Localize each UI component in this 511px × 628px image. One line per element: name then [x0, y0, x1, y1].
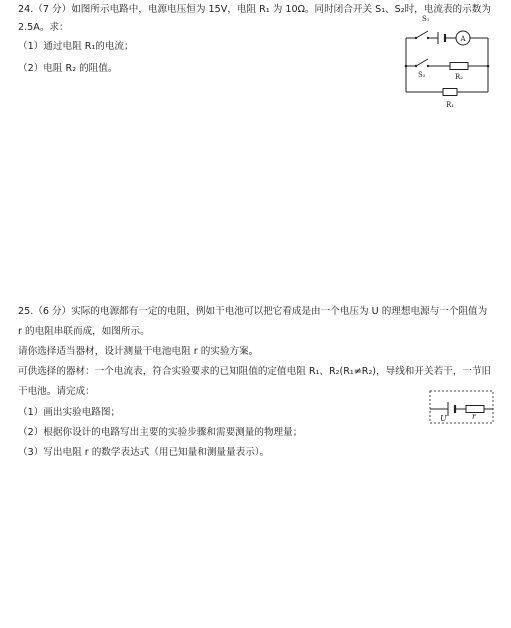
r-label: r	[472, 412, 476, 421]
u-label: U	[440, 414, 447, 423]
q25-text-line1: 25.（6 分）实际的电源都有一定的电阻，例如干电池可以把它看成是由一个电压为 U 的理想电源与一个阻值为	[18, 306, 488, 317]
r1-label: R₁	[446, 101, 455, 109]
q25-subquestion-3: （3）写出电阻 r 的数学表达式（用已知量和测量量表示）。	[18, 447, 270, 458]
q25-subquestion-2: （2）根据你设计的电路写出主要的实验步骤和需要测量的物理量；	[18, 427, 303, 438]
q25-text-line4: 可供选择的器材：一个电流表，符合实验要求的已知阻值的定值电阻 R₁、R₂(R₁≠R₂)，导线和开关若干，一节旧	[18, 366, 492, 377]
q25-battery-diagram	[428, 388, 496, 428]
q24-subquestion-1: （1）通过电阻 R₁的电流；	[18, 41, 134, 52]
q25-subquestion-1: （1）画出实验电路图；	[18, 407, 121, 418]
q24-circuit-diagram	[400, 14, 495, 114]
q25-text-line2: r 的电阻串联而成，如图所示。	[18, 326, 150, 337]
s2-label: S₂	[418, 71, 426, 79]
r1-resistor	[443, 89, 457, 96]
r2-label: R₂	[455, 73, 464, 81]
q24-text-line1: 24.（7 分）如图所示电路中，电源电压恒为 15V，电阻 R₁ 为 10Ω。同时闭合开关 S₁、S₂时，电流表的示数为	[18, 4, 491, 15]
r2-resistor	[450, 63, 468, 70]
q24-text-line2: 2.5A。求：	[18, 22, 69, 33]
q25-text-line3: 请你选择适当器材，设计测量干电池电阻 r 的实验方案。	[18, 346, 259, 357]
q24-subquestion-2: （2）电阻 R₂ 的阻值。	[18, 63, 118, 74]
ammeter-label: A	[460, 35, 466, 43]
q25-text-line5: 干电池。请完成：	[18, 386, 95, 397]
s1-label: S₁	[422, 15, 430, 23]
